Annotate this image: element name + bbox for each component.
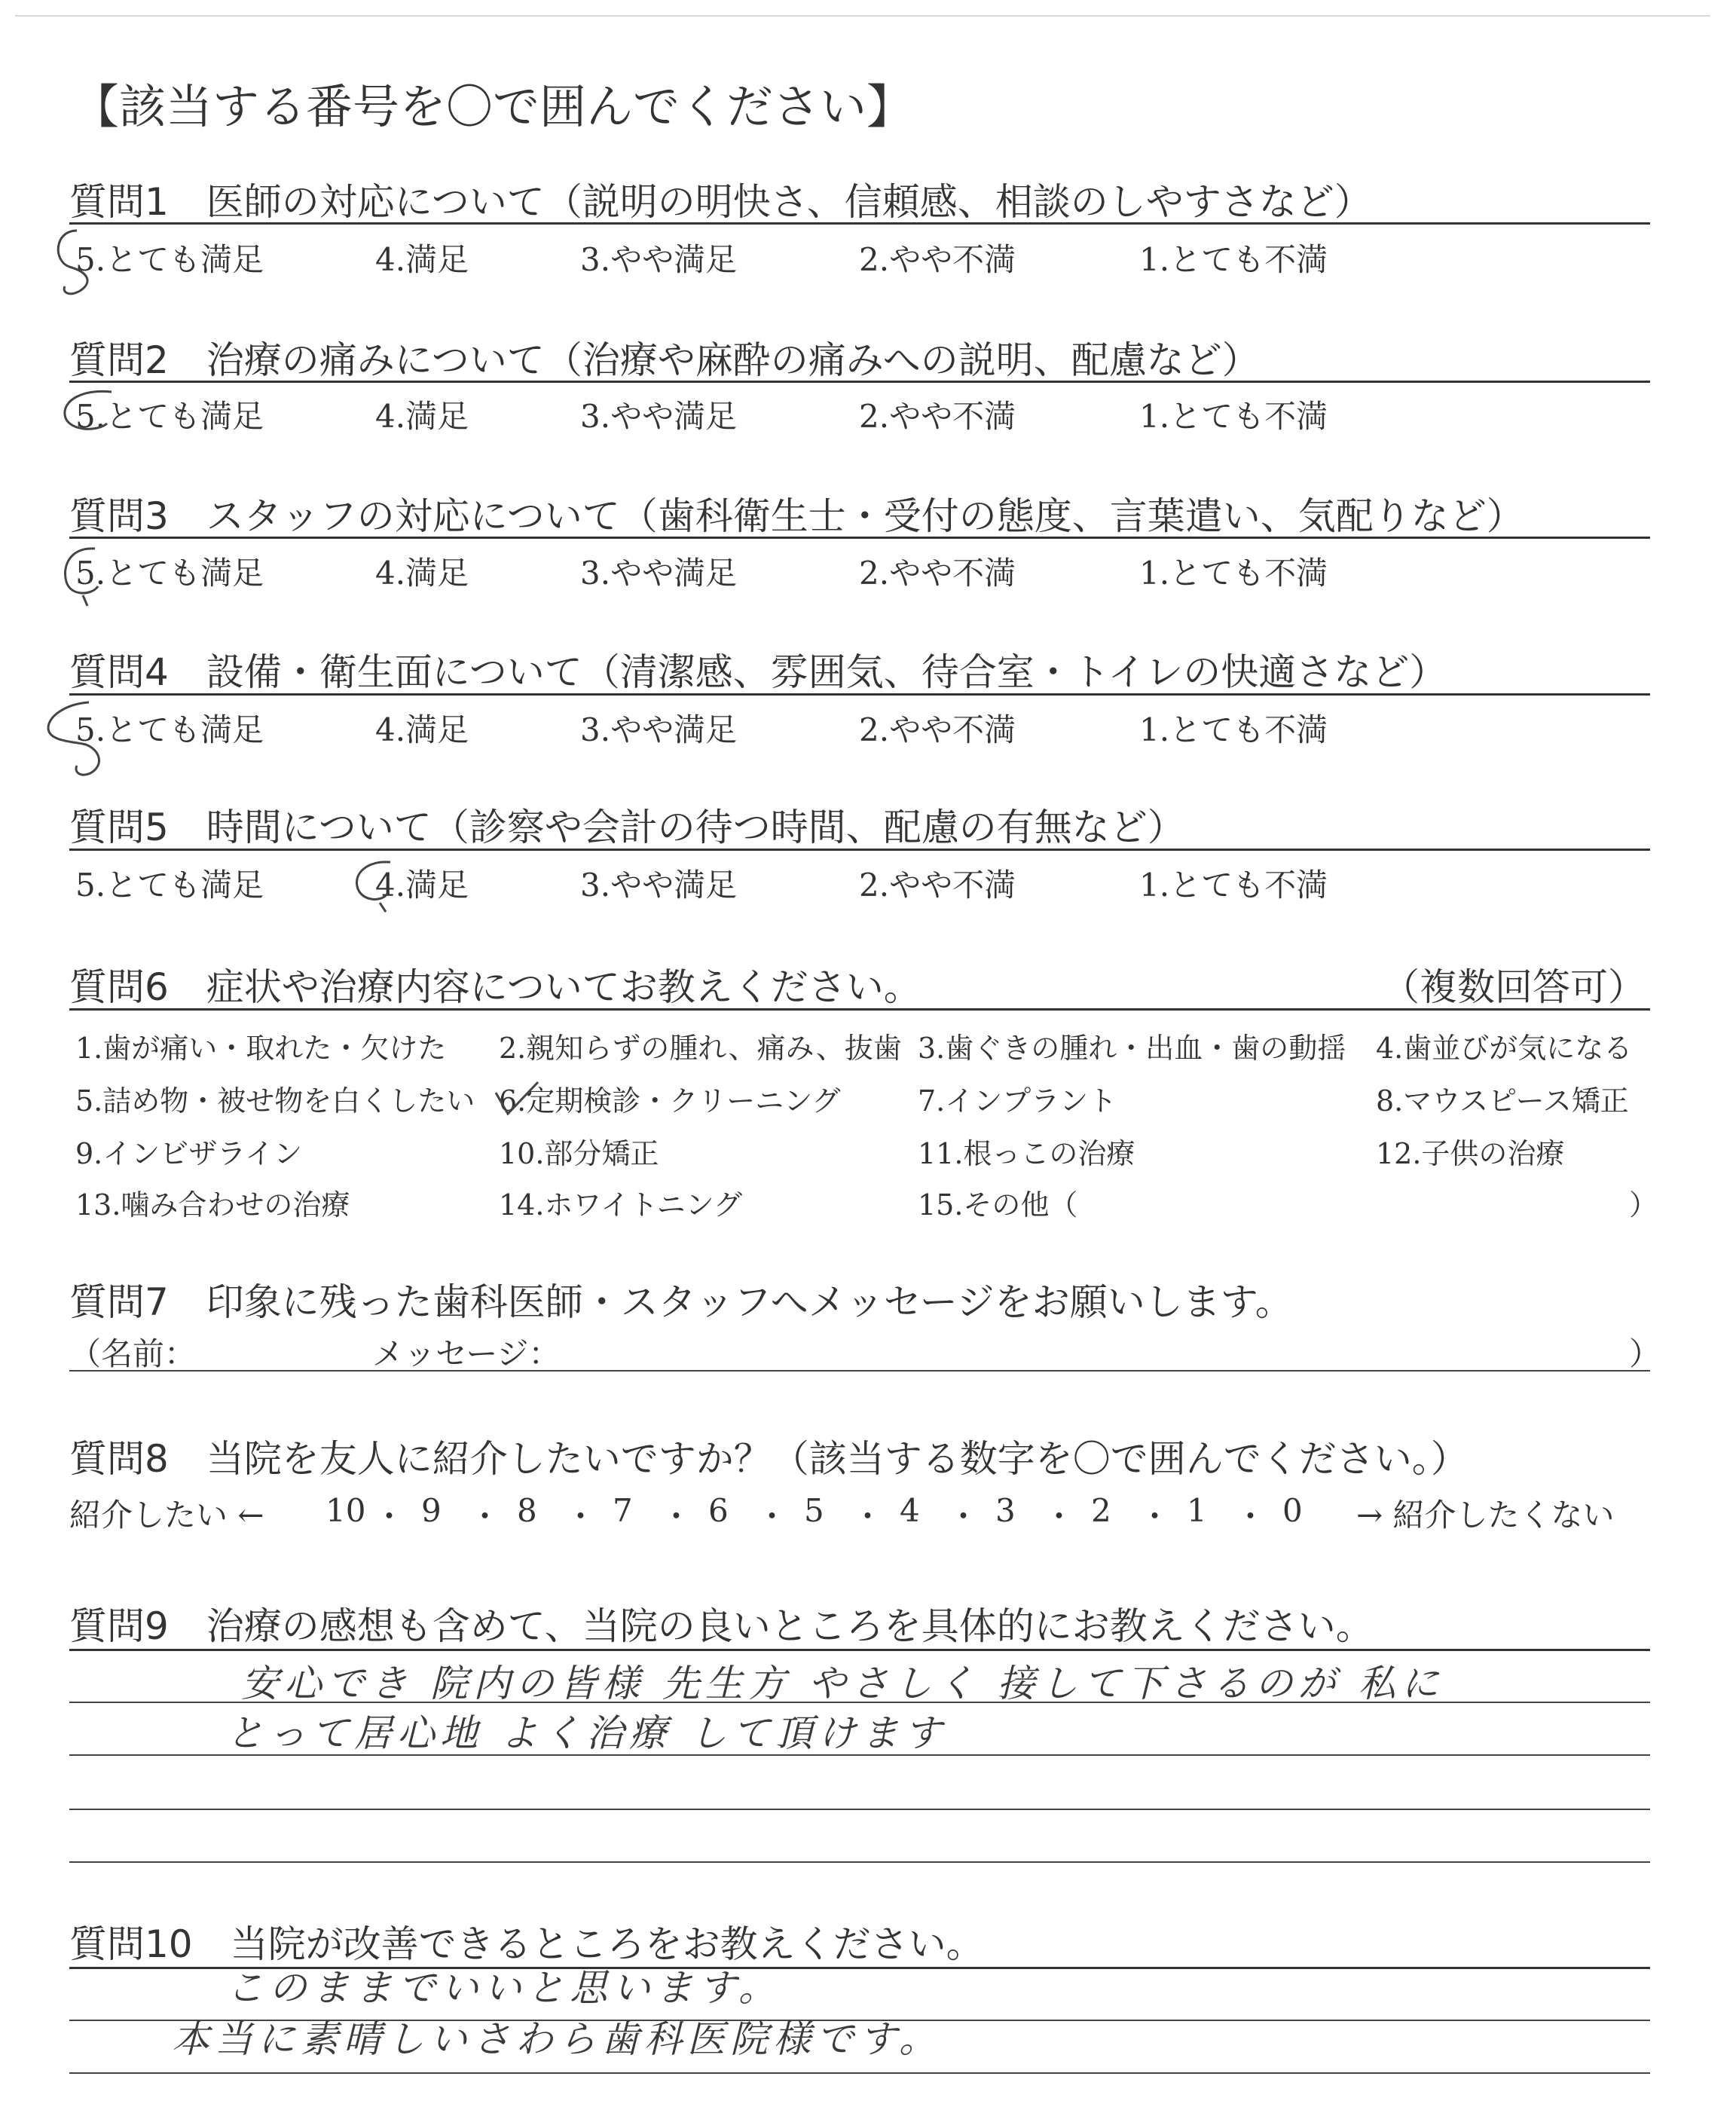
- q2-handwritten-circle-mark: [59, 386, 127, 439]
- q10-handwritten-answer-line-1: このままでいいと思います。: [226, 1966, 781, 2010]
- q8-scale-separator: ・: [1043, 1498, 1075, 1535]
- q1-option-5[interactable]: 5.とても満足: [75, 241, 264, 278]
- q2-option-4[interactable]: 4.満足: [375, 398, 469, 435]
- question-1-title: 質問1 医師の対応について（説明の明快さ、信頼感、相談のしやすさなど）: [69, 180, 1372, 224]
- question-10-title: 質問10 当院が改善できるところをお教えください。: [69, 1922, 984, 1966]
- question-7-title: 質問7 印象に残った歯科医師・スタッフへメッセージをお願いします。: [69, 1280, 1293, 1324]
- question-2-title: 質問2 治療の痛みについて（治療や麻酔の痛みへの説明、配慮など）: [69, 338, 1260, 382]
- q8-right-label: → 紹介したくない: [1356, 1497, 1615, 1534]
- question-5-title: 質問5 時間について（診察や会計の待つ時間、配慮の有無など）: [69, 806, 1185, 849]
- question-4-title: 質問4 設備・衛生面について（清潔感、雰囲気、待合室・トイレの快適さなど）: [69, 650, 1447, 694]
- q6-option-14[interactable]: 14.ホワイトニング: [499, 1188, 743, 1222]
- q3-option-3[interactable]: 3.やや満足: [580, 555, 738, 592]
- q6-option-8[interactable]: 8.マウスピース矯正: [1376, 1084, 1629, 1118]
- q10-handwritten-answer-line-2: 本当に素晴しいさわら歯科医院様です。: [172, 2017, 942, 2061]
- q9-line-1[interactable]: [69, 1649, 1650, 1651]
- q8-scale-separator: ・: [1234, 1498, 1267, 1535]
- q6-option-5[interactable]: 5.詰め物・被せ物を白くしたい: [75, 1084, 475, 1118]
- q8-scale-separator: ・: [469, 1498, 501, 1535]
- q3-option-2[interactable]: 2.やや不満: [859, 555, 1016, 592]
- q8-scale-separator: ・: [1138, 1498, 1171, 1535]
- q3-handwritten-circle-mark: [57, 543, 118, 610]
- q8-scale-separator: ・: [947, 1498, 980, 1535]
- q6-option-6[interactable]: 6.定期検診・クリーニング: [499, 1084, 841, 1118]
- q8-scale-separator: ・: [756, 1498, 788, 1535]
- q6-option-15-other[interactable]: 15.その他（: [918, 1188, 1078, 1222]
- q4-option-4[interactable]: 4.満足: [375, 711, 469, 748]
- q8-scale-value[interactable]: 3: [995, 1492, 1016, 1529]
- q8-scale-value[interactable]: 9: [421, 1492, 442, 1529]
- q1-handwritten-circle-mark: [47, 223, 107, 298]
- q6-option-10[interactable]: 10.部分矯正: [499, 1137, 659, 1170]
- q4-option-5[interactable]: 5.とても満足: [75, 711, 264, 748]
- q8-scale-separator: ・: [851, 1498, 884, 1535]
- q9-handwritten-answer-line-2: とって居心地 よく治療 して頂けます: [226, 1711, 947, 1755]
- q3-option-4[interactable]: 4.満足: [375, 555, 469, 592]
- instruction-header: 【該当する番号を〇で囲んでください】: [72, 79, 914, 134]
- q9-line-5[interactable]: [69, 1861, 1650, 1863]
- q8-scale-value[interactable]: 2: [1091, 1492, 1111, 1529]
- question-8-title: 質問8 当院を友人に紹介したいですか？（該当する数字を〇で囲んでください。）: [69, 1437, 1469, 1481]
- question-6-note: （複数回答可）: [1382, 965, 1646, 1009]
- q8-scale-value[interactable]: 0: [1282, 1492, 1303, 1529]
- q1-option-3[interactable]: 3.やや満足: [580, 241, 738, 278]
- question-3-rule: [69, 537, 1650, 539]
- q5-option-4[interactable]: 4.満足: [375, 867, 469, 904]
- q8-scale-value[interactable]: 6: [708, 1492, 729, 1529]
- q8-scale-separator: ・: [660, 1498, 692, 1535]
- q4-option-2[interactable]: 2.やや不満: [859, 711, 1016, 748]
- q8-scale-value[interactable]: 5: [804, 1492, 824, 1529]
- question-7-rule[interactable]: [69, 1370, 1650, 1372]
- q6-option-7[interactable]: 7.インプラント: [918, 1084, 1117, 1118]
- q8-left-label: 紹介したい ←: [69, 1497, 264, 1534]
- question-1-rule: [69, 222, 1650, 225]
- q6-option-3[interactable]: 3.歯ぐきの腫れ・出血・歯の動揺: [918, 1032, 1346, 1065]
- q3-option-5[interactable]: 5.とても満足: [75, 555, 264, 592]
- q5-option-3[interactable]: 3.やや満足: [580, 867, 738, 904]
- q8-scale-value[interactable]: 4: [900, 1492, 920, 1529]
- q9-handwritten-answer-line-1: 安心でき 院内の皆様 先生方 やさしく 接して下さるのが 私に: [241, 1662, 1444, 1705]
- question-4-rule: [69, 693, 1650, 696]
- q1-option-4[interactable]: 4.満足: [375, 241, 469, 278]
- q10-line-3[interactable]: [69, 2072, 1650, 2074]
- q6-handwritten-check-mark: [491, 1076, 544, 1121]
- q2-option-3[interactable]: 3.やや満足: [580, 398, 738, 435]
- question-6-rule: [69, 1008, 1650, 1011]
- q7-name-label: （名前：: [69, 1335, 197, 1372]
- q1-option-1[interactable]: 1.とても不満: [1139, 241, 1328, 278]
- q7-close-paren: ）: [1629, 1335, 1661, 1372]
- q6-option-9[interactable]: 9.インビザライン: [75, 1137, 303, 1170]
- q8-scale-separator: ・: [373, 1498, 405, 1535]
- q8-scale-value[interactable]: 7: [613, 1492, 633, 1529]
- q5-handwritten-circle-mark: [350, 856, 417, 916]
- q8-scale-separator: ・: [564, 1498, 597, 1535]
- q7-message-label: メッセージ：: [372, 1335, 561, 1372]
- q2-option-2[interactable]: 2.やや不満: [859, 398, 1016, 435]
- q4-option-3[interactable]: 3.やや満足: [580, 711, 738, 748]
- q5-option-5[interactable]: 5.とても満足: [75, 867, 264, 904]
- q6-option-15-close-paren: ）: [1629, 1188, 1658, 1222]
- question-2-rule: [69, 381, 1650, 383]
- q5-option-2[interactable]: 2.やや不満: [859, 867, 1016, 904]
- q5-option-1[interactable]: 1.とても不満: [1139, 867, 1328, 904]
- q6-option-1[interactable]: 1.歯が痛い・取れた・欠けた: [75, 1032, 447, 1065]
- q2-option-5[interactable]: 5.とても満足: [75, 398, 264, 435]
- q6-option-2[interactable]: 2.親知らずの腫れ、痛み、抜歯: [499, 1032, 902, 1065]
- q9-line-4[interactable]: [69, 1809, 1650, 1810]
- q1-option-2[interactable]: 2.やや不満: [859, 241, 1016, 278]
- question-9-title: 質問9 治療の感想も含めて、当院の良いところを具体的にお教えください。: [69, 1604, 1374, 1648]
- q6-option-4[interactable]: 4.歯並びが気になる: [1376, 1032, 1633, 1065]
- q6-option-12[interactable]: 12.子供の治療: [1376, 1137, 1565, 1170]
- q8-scale-value[interactable]: 8: [517, 1492, 537, 1529]
- q6-option-13[interactable]: 13.噛み合わせの治療: [75, 1188, 350, 1222]
- question-6-title: 質問6 症状や治療内容についてお教えください。: [69, 965, 921, 1009]
- question-5-rule: [69, 849, 1650, 851]
- q8-scale-value[interactable]: 10: [326, 1492, 366, 1529]
- q3-option-1[interactable]: 1.とても不満: [1139, 555, 1328, 592]
- q4-option-1[interactable]: 1.とても不満: [1139, 711, 1328, 748]
- q4-handwritten-circle-mark: [44, 698, 119, 781]
- top-border: [15, 15, 1710, 17]
- q8-scale-value[interactable]: 1: [1187, 1492, 1207, 1529]
- question-3-title: 質問3 スタッフの対応について（歯科衛生士・受付の態度、言葉遣い、気配りなど）: [69, 494, 1524, 538]
- q2-option-1[interactable]: 1.とても不満: [1139, 398, 1328, 435]
- q6-option-11[interactable]: 11.根っこの治療: [918, 1137, 1135, 1170]
